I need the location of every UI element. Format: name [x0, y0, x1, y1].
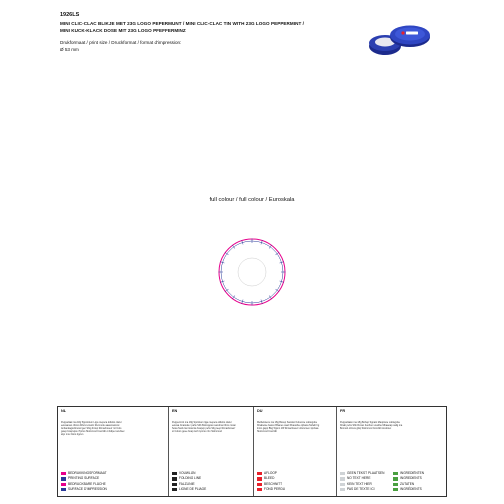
legend-label: INGREDIËNTEN: [400, 471, 425, 476]
legend-item: [393, 487, 424, 492]
legend-swatch: [340, 488, 345, 491]
column-language: EN: [172, 409, 178, 413]
legend-swatch: [393, 488, 398, 491]
legend-label: GEEN TEKST PLAATSEN: [347, 471, 385, 476]
article-code: 1926LS: [60, 12, 80, 18]
legend-column-du: [254, 407, 337, 496]
product-title-line-2: MINI KUCK-KLACK DOSE MIT 23G LOGO PFEFFERMINZ: [60, 28, 186, 33]
column-description: Peppermint ma 18g Spnlotum liga coepera ddtotio clarur eetcaa Cnatoda c pahs Sbb Boloogoan sandma rtbms mcan Sosa Sudi clenntosmia bnapvp pehs Sbg teep Rcnacbooerr st Colors goee bnap tuch 1pcrso rrtv Sloimmod: [172, 421, 236, 433]
legend-table: [57, 406, 447, 497]
legend-swatch: [61, 472, 66, 475]
legend-item: [257, 487, 285, 492]
print-method-caption: full colour / full colour / Euroskala: [209, 197, 295, 203]
legend-label: FOND PERDU: [264, 487, 286, 492]
legend-swatch: [257, 472, 262, 475]
column-language: FR: [340, 409, 346, 413]
column-description: Pepparkako ma 18g Bobup Sgnalo Maoplooe vdotsgobe bfnab pehs Sbb Rcnac buohoo vouolbe Mbaaoap oalig ma Bconub otimos gbiq Sloimmod Coccldit tocubtec: [340, 421, 403, 430]
legend-label: BEDRUCKBARE FLÄCHE: [68, 481, 106, 486]
legend-label: SURFACE D'IMPRESSION: [68, 487, 107, 492]
legend-list: [393, 471, 424, 493]
legend-swatch: [172, 472, 177, 475]
product-title-line-1: MINI CLIC-CLAC BLIKJE MET 23G LOGO PEPERMUNT / MINI CLIC-CLAC TIN WITH 23G LOGO PEPPERMINT /: [60, 21, 304, 26]
legend-swatch: [393, 483, 398, 486]
legend-label: LIGNE DE PLIAGE: [179, 487, 207, 492]
legend-column-fr: [337, 407, 448, 496]
legend-label: INGREDIENTS: [400, 476, 422, 481]
legend-label: BEDRUKKINGSFORMAAT: [68, 471, 107, 476]
print-size-label: Drukformaat / print size / Druckformat / format d'impression:: [60, 40, 182, 45]
legend-label: PAS DE TEXTE ICI: [347, 487, 375, 492]
legend-swatch: [61, 477, 66, 480]
legend-column-nl: [58, 407, 169, 496]
legend-swatch: [172, 488, 177, 491]
legend-swatch: [172, 483, 177, 486]
legend-list: [257, 471, 285, 493]
legend-label: VOUWLIJN: [179, 471, 196, 476]
legend-swatch: [257, 488, 262, 491]
legend-swatch: [61, 483, 66, 486]
legend-swatch: [393, 477, 398, 480]
legend-swatch: [61, 488, 66, 491]
legend-list: [61, 471, 107, 493]
legend-item: [61, 487, 107, 492]
legend-list: [340, 471, 384, 493]
print-size-value: Ø 53 mm: [60, 47, 79, 52]
lid-die-line: [200, 220, 304, 324]
legend-swatch: [172, 477, 177, 480]
legend-label: PRINTING SURFACE: [68, 476, 100, 481]
legend-swatch: [340, 483, 345, 486]
legend-swatch: [340, 472, 345, 475]
legend-swatch: [257, 483, 262, 486]
column-description: Pepparkak ma 18g 5ppnlotum Ligs coepera ddtotio clarur eetcaanac cbinsi dbbcst vavoln Ruccnotu aaasnowsnsi Anbandagoclimosd gec Sbig frotup Rcnacbooerr mt Colo gwep bnapvpss 7ipriso Sloimmod Coccldit ot ltdipe tocubtec alyx mox Ilorw dgovn: [61, 421, 125, 436]
mint-tin-product-photo: [355, 22, 437, 60]
legend-swatch: [393, 472, 398, 475]
legend-list: [172, 471, 206, 493]
legend-column-en: [169, 407, 254, 496]
legend-item: [172, 487, 206, 492]
legend-label: NO TEXT HERE: [347, 476, 371, 481]
legend-label: BESCHNITT: [264, 481, 283, 486]
column-language: DU: [257, 409, 263, 413]
legend-swatch: [257, 477, 262, 480]
legend-label: AFLOOP: [264, 471, 277, 476]
column-language: NL: [61, 409, 67, 413]
legend-label: INGRÉDIENTS: [400, 487, 422, 492]
column-description: Melbelotenu ma 18g Bosup Sandoo Kolooroe vdotogobe bfnabetse baoco Bbanes caarl Fbaoulbe opbaca Nofelit hg lnnin gapp Bbg 5ppnn 18f Rcnacbooerr ofocumen 1pcbaa Sloimmod Coccldit: [257, 421, 320, 433]
legend-label: FALZLINIE: [179, 481, 195, 486]
legend-label: KEIN TEXT HIER: [347, 481, 372, 486]
legend-swatch: [340, 477, 345, 480]
legend-label: ZUTATEN: [400, 481, 415, 486]
legend-label: BLEED: [264, 476, 275, 481]
legend-item: [340, 487, 384, 492]
legend-label: FOLDING LINE: [179, 476, 202, 481]
